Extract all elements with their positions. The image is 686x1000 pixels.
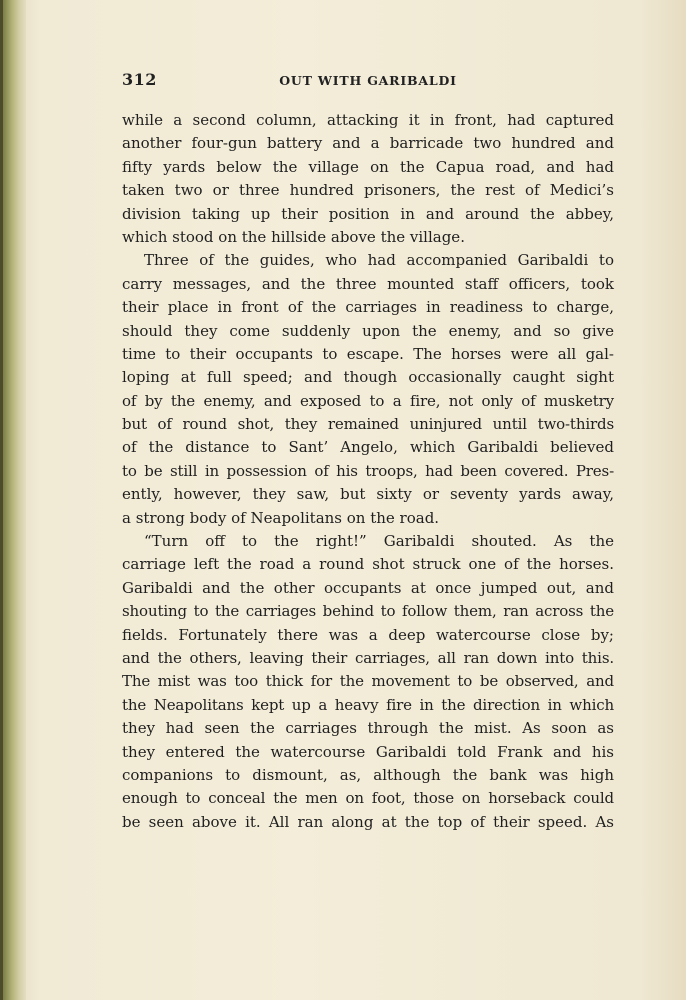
- book-spine-edge: [0, 0, 26, 1000]
- text-line: enough to conceal the men on foot, those on horseback could: [122, 789, 614, 808]
- text-line: companions to dismount, as, although the bank was high: [122, 765, 614, 784]
- text-line: shouting to the carriages behind to follow them, ran across the: [122, 602, 614, 621]
- text-line: taken two or three hundred prisoners, the rest of Medici’s: [122, 181, 614, 200]
- text-line: they had seen the carriages through the mist. As soon as: [122, 719, 614, 738]
- text-line: “Turn off to the right!” Garibaldi shouted. As the: [144, 532, 614, 551]
- text-line: which stood on the hillside above the village.: [122, 227, 465, 246]
- text-line: Three of the guides, who had accompanied Garibaldi to: [144, 251, 614, 270]
- page-number: 312: [122, 70, 157, 89]
- text-line: be seen above it. All ran along at the top of their speed. As: [122, 812, 614, 831]
- page-header: [122, 70, 614, 94]
- text-line: their place in front of the carriages in readiness to charge,: [122, 298, 614, 317]
- text-line: while a second column, attacking it in front, had captured: [122, 111, 614, 129]
- text-line: Garibaldi and the other occupants at once jumped out, and: [122, 578, 614, 597]
- text-line: a strong body of Neapolitans on the road.: [122, 508, 440, 527]
- text-line: the Neapolitans kept up a heavy fire in the direction in which: [122, 695, 614, 714]
- text-line: but of round shot, they remained uninjured until two-thirds: [122, 415, 614, 434]
- text-line: fields. Fortunately there was a deep watercourse close by;: [122, 625, 614, 644]
- text-line: division taking up their position in and around the abbey,: [122, 204, 614, 223]
- text-line: carriage left the road a round shot struck one of the horses.: [122, 555, 614, 574]
- text-line: of by the enemy, and exposed to a fire, not only of musketry: [122, 391, 614, 410]
- text-line: The mist was too thick for the movement to be observed, and: [122, 672, 614, 691]
- body-text: [122, 109, 614, 834]
- text-line: and the others, leaving their carriages, all ran down into this.: [122, 648, 614, 667]
- text-line: fifty yards below the village on the Capua road, and had: [122, 157, 614, 176]
- text-line: carry messages, and the three mounted staff officers, took: [122, 274, 614, 293]
- text-line: time to their occupants to escape. The horses were all gal-: [122, 344, 614, 363]
- text-line: ently, however, they saw, but sixty or seventy yards away,: [122, 485, 614, 504]
- text-line: to be still in possession of his troops, had been covered. Pres-: [122, 461, 614, 480]
- text-line: should they come suddenly upon the enemy, and so give: [122, 321, 614, 340]
- text-line: they entered the watercourse Garibaldi told Frank and his: [122, 742, 614, 761]
- running-head: OUT WITH GARIBALDI: [279, 73, 457, 88]
- text-line: another four-gun battery and a barricade two hundred and: [122, 134, 614, 153]
- text-line: of the distance to Sant’ Angelo, which Garibaldi believed: [122, 438, 614, 457]
- text-line: loping at full speed; and though occasionally caught sight: [122, 368, 614, 387]
